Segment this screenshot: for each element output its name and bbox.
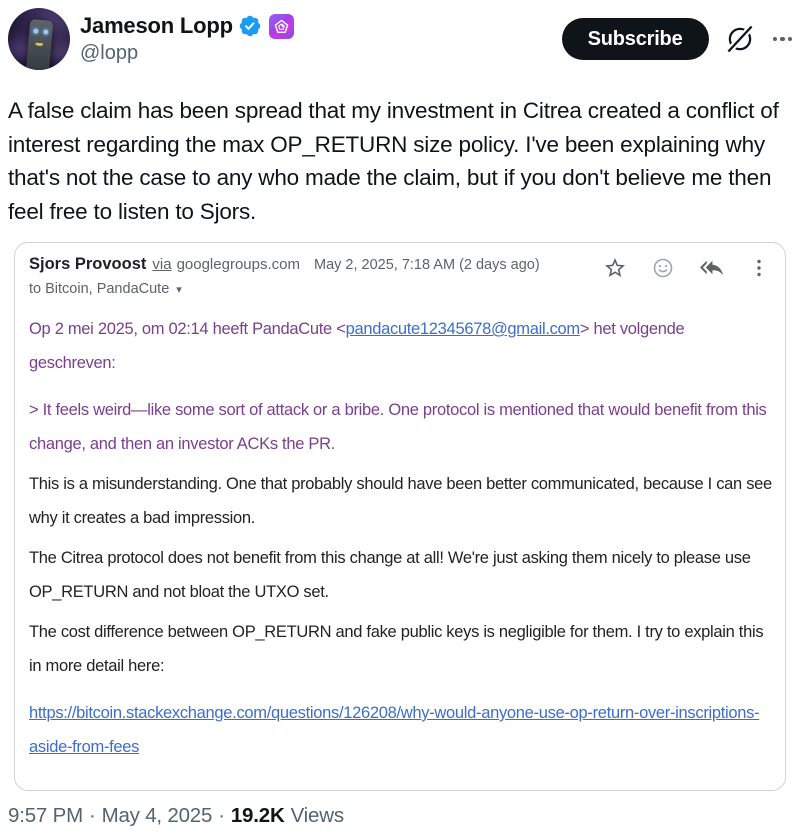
- email-paragraph-3: The cost difference between OP_RETURN and fake public keys is negligible for them. I try to explain this in more detail here:: [29, 623, 764, 675]
- views-label: Views: [290, 804, 344, 827]
- email-recipients-row[interactable]: [29, 281, 591, 297]
- author-block: [80, 13, 294, 65]
- email-header-actions: [603, 256, 771, 280]
- views-count: 19.2K: [230, 804, 285, 827]
- stackexchange-link[interactable]: https://bitcoin.stackexchange.com/questions/126208/why-would-anyone-use-op-return-over-inscriptions-aside-from-fees: [29, 704, 760, 756]
- handle[interactable]: @lopp: [80, 42, 139, 64]
- embedded-email-card[interactable]: [14, 242, 786, 791]
- email-quote-intro: [29, 312, 773, 380]
- email-more-options-icon[interactable]: [747, 256, 771, 280]
- email-date: May 2, 2025, 7:18 AM (2 days ago): [313, 257, 540, 273]
- emoji-reaction-icon[interactable]: [651, 256, 675, 280]
- email-via: via: [152, 256, 172, 273]
- subscribe-button[interactable]: Subscribe: [562, 18, 709, 60]
- avatar[interactable]: [8, 8, 70, 70]
- quote-intro-post: > het volgende geschreven:: [29, 320, 685, 372]
- tweet-header: [8, 8, 794, 70]
- email-body: [29, 312, 773, 764]
- display-name[interactable]: Jameson Lopp: [80, 13, 233, 38]
- grok-icon[interactable]: [724, 23, 756, 55]
- email-paragraph-1: This is a misunderstanding. One that probably should have been better communicated, because I can see why it creates a bad impression.: [29, 475, 772, 527]
- dot-separator: ·: [88, 804, 96, 827]
- tweet-text: A false claim has been spread that my investment in Citrea created a conflict of interest regarding the max OP_RETURN size policy. I've been explaining why that's not the case to any who made the claim, but if you don't believe me then feel free to listen to Sjors.: [8, 98, 779, 224]
- tweet-time: 9:57 PM: [8, 804, 83, 827]
- email-quoted-text: > It feels weird—like some sort of attack or a bribe. One protocol is mentioned that would benefit from this change, and then an investor ACKs the PR.: [29, 401, 767, 453]
- more-options-icon[interactable]: [771, 33, 795, 46]
- nft-badge-icon[interactable]: [269, 14, 294, 39]
- email-paragraph-2: The Citrea protocol does not benefit from this change at all! We're just asking them nicely to please use OP_RETURN and not bloat the UTXO set.: [29, 549, 751, 601]
- recipients-dropdown-icon[interactable]: ▾: [176, 283, 182, 296]
- avatar-robot-figure: [26, 19, 54, 70]
- email-recipients: to Bitcoin, PandaCute: [29, 281, 170, 297]
- quote-intro-pre: Op 2 mei 2025, om 02:14 heeft PandaCute <: [29, 320, 346, 338]
- header-actions: [562, 18, 794, 60]
- sender-email-link[interactable]: pandacute12345678@gmail.com: [345, 320, 580, 338]
- star-icon[interactable]: [603, 256, 627, 280]
- dot-separator: ·: [218, 804, 225, 827]
- tweet-date: May 4, 2025: [101, 804, 213, 827]
- email-via-domain: googlegroups.com: [176, 256, 300, 273]
- email-header: [29, 255, 771, 297]
- email-sender: Sjors Provoost: [29, 255, 147, 273]
- tweet-footer: [8, 804, 794, 828]
- reply-all-icon[interactable]: [699, 256, 723, 280]
- verified-badge-icon: [238, 14, 262, 38]
